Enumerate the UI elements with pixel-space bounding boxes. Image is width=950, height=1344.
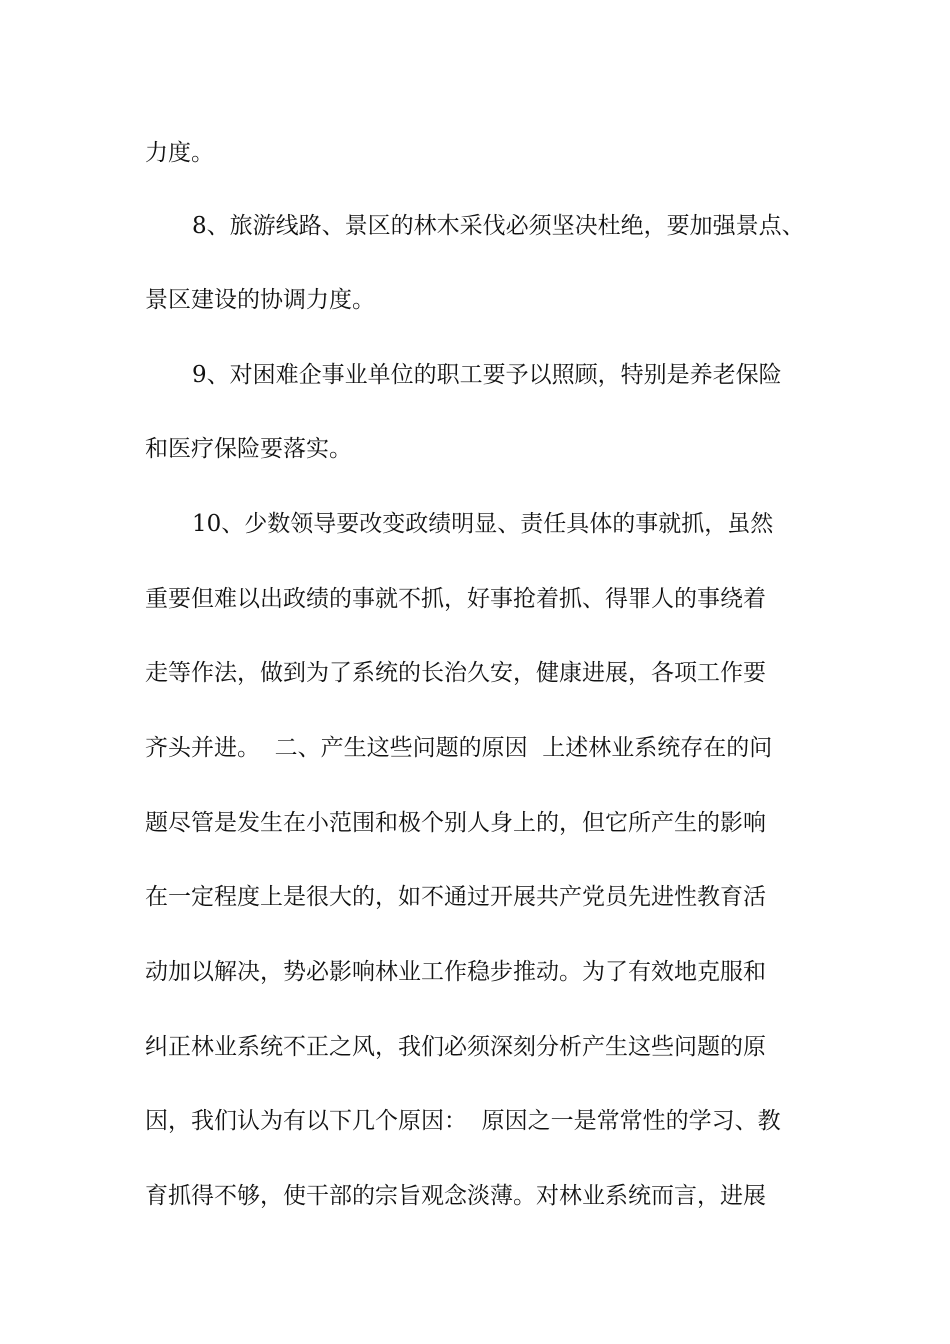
item-8-text: 8、旅游线路、景区的林木采伐必须坚决杜绝，要加强景点、	[192, 213, 805, 239]
text-line: 景区建设的协调力度。	[145, 287, 375, 313]
item-9-text: 9、对困难企事业单位的职工要予以照顾，特别是养老保险	[192, 362, 782, 388]
text-line: 走等作法，做到为了系统的长治久安，健康进展，各项工作要	[145, 660, 766, 686]
text-line: 育抓得不够，使干部的宗旨观念淡薄。对林业系统而言，进展	[145, 1183, 766, 1209]
text-line: 力度。	[145, 140, 214, 166]
item-10-text: 10、少数领导要改变政绩明显、责任具体的事就抓，虽然	[192, 511, 774, 537]
text-line: 在一定程度上是很大的，如不通过开展共产党员先进性教育活	[145, 884, 766, 910]
text-line: 因，我们认为有以下几个原因： 原因之一是常常性的学习、教	[145, 1108, 781, 1134]
text-line: 动加以解决，势必影响林业工作稳步推动。为了有效地克服和	[145, 959, 766, 985]
text-line: 和医疗保险要落实。	[145, 436, 352, 462]
text-line: 齐头并进。 二、产生这些问题的原因 上述林业系统存在的问	[145, 735, 773, 761]
text-line: 纠正林业系统不正之风，我们必须深刻分析产生这些问题的原	[145, 1034, 766, 1060]
text-line: 重要但难以出政绩的事就不抓，好事抢着抓、得罪人的事绕着	[145, 586, 766, 612]
text-line: 题尽管是发生在小范围和极个别人身上的，但它所产生的影响	[145, 810, 766, 836]
